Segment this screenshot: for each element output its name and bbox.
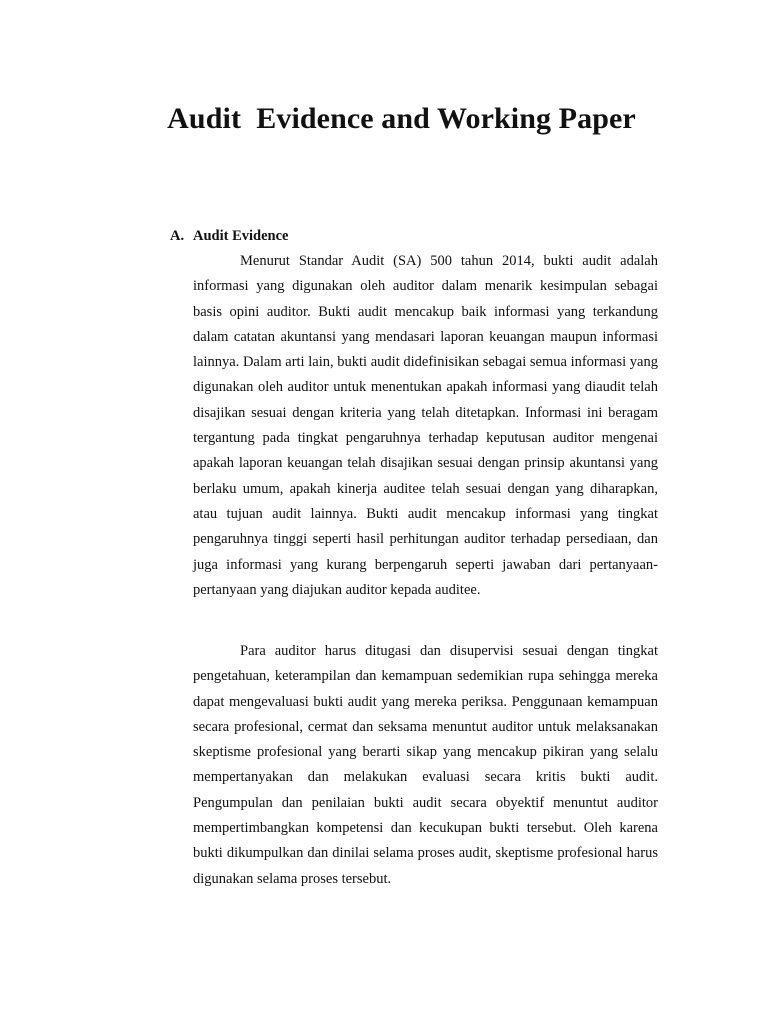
section-heading — [170, 228, 288, 245]
section-marker: A. — [170, 228, 185, 244]
section-heading-label: Audit Evidence — [193, 228, 289, 244]
body-paragraph: Menurut Standar Audit (SA) 500 tahun 2014, bukti audit adalah informasi yang digunakan oleh auditor dalam menarik kesimpulan sebagai basis opini auditor. Bukti audit mencakup baik informasi yang terkandung dalam catatan akuntansi yang mendasari laporan keuangan maupun informasi lainnya. Dalam arti lain, bukti audit didefinisikan sebagai semua informasi yang digunakan oleh auditor untuk menentukan apakah informasi yang diaudit telah disajikan sesuai dengan kriteria yang telah ditetapkan. Informasi ini beragam tergantung pada tingkat pengaruhnya terhadap keputusan auditor mengenai apakah laporan keuangan telah disajikan sesuai dengan prinsip akuntansi yang berlaku umum, apakah kinerja auditee telah sesuai dengan yang diharapkan, atau tujuan audit lainnya. Bukti audit mencakup informasi yang tingkat pengaruhnya tinggi seperti hasil perhitungan auditor terhadap persediaan, dan juga informasi yang kurang berpengaruh seperti jawaban dari pertanyaan-pertanyaan yang diajukan auditor kepada auditee. — [193, 253, 658, 598]
document-title: Audit Evidence and Working Paper — [167, 102, 636, 135]
body-paragraph: Para auditor harus ditugasi dan disupervisi sesuai dengan tingkat pengetahuan, keterampilan dan kemampuan sedemikian rupa sehingga mereka dapat mengevaluasi bukti audit yang mereka periksa. Penggunaan kemampuan secara profesional, cermat dan seksama menuntut auditor untuk melaksanakan skeptisme profesional yang berarti sikap yang mencakup pikiran yang selalu mempertanyakan dan melakukan evaluasi secara kritis bukti audit. Pengumpulan dan penilaian bukti audit secara obyektif menuntut auditor mempertimbangkan kompetensi dan kecukupan bukti tersebut. Oleh karena bukti dikumpulkan dan dinilai selama proses audit, skeptisme profesional harus digunakan selama proses tersebut. — [193, 643, 658, 887]
